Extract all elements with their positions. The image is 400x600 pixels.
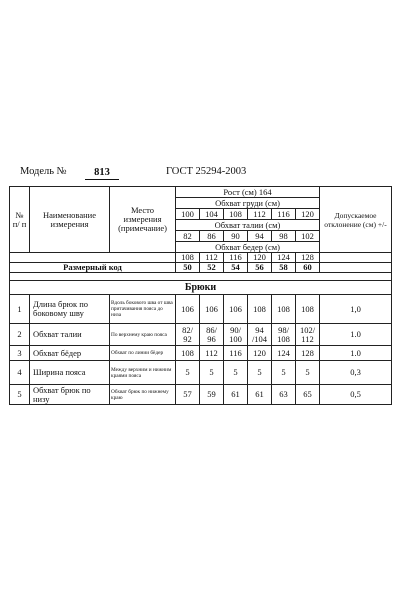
row-value: 82/ 92 xyxy=(176,324,200,346)
hip-header: Обхват бедер (см) xyxy=(176,242,320,253)
row-tolerance: 1.0 xyxy=(320,346,392,361)
col-tolerance-label: Допускаемое отклонение (см) +/- xyxy=(324,210,387,229)
chest-value: 116 xyxy=(272,209,296,220)
waist-value: 94 xyxy=(248,231,272,242)
row-value: 90/ 100 xyxy=(224,324,248,346)
section-row xyxy=(10,281,392,295)
header-row-height xyxy=(10,187,392,198)
size-code-blank xyxy=(320,263,392,273)
row-value: 120 xyxy=(248,346,272,361)
size-code-row xyxy=(10,263,392,273)
col-tolerance-header xyxy=(320,187,392,253)
waist-header: Обхват талии (см) xyxy=(176,220,320,231)
row-value: 124 xyxy=(272,346,296,361)
waist-value: 98 xyxy=(272,231,296,242)
hip-value: 108 xyxy=(176,253,200,263)
col-name-header xyxy=(30,187,110,253)
header-spacer xyxy=(10,253,176,263)
row-value: 108 xyxy=(176,346,200,361)
row-value: 106 xyxy=(200,295,224,324)
row-value: 61 xyxy=(224,385,248,405)
table-row xyxy=(10,295,392,324)
row-value: 98/ 108 xyxy=(272,324,296,346)
row-value: 94 /104 xyxy=(248,324,272,346)
chest-header: Обхват груди (см) xyxy=(176,198,320,209)
row-name: Длина брюк по боковому шву xyxy=(30,295,110,324)
hip-value: 128 xyxy=(296,253,320,263)
size-code: 54 xyxy=(224,263,248,273)
row-num: 3 xyxy=(10,346,30,361)
waist-value: 102 xyxy=(296,231,320,242)
hip-value: 120 xyxy=(248,253,272,263)
row-value: 5 xyxy=(296,361,320,385)
row-num: 2 xyxy=(10,324,30,346)
row-value: 61 xyxy=(248,385,272,405)
chest-value: 112 xyxy=(248,209,272,220)
row-place: По верхнему краю пояса xyxy=(110,324,176,346)
row-value: 5 xyxy=(176,361,200,385)
hip-value: 116 xyxy=(224,253,248,263)
row-value: 116 xyxy=(224,346,248,361)
row-name: Обхват талии xyxy=(30,324,110,346)
row-value: 102/ 112 xyxy=(296,324,320,346)
row-tolerance: 1,0 xyxy=(320,295,392,324)
row-value: 112 xyxy=(200,346,224,361)
row-name: Ширина пояса xyxy=(30,361,110,385)
table-row xyxy=(10,324,392,346)
col-place-label: Место измерения (примечание) xyxy=(118,205,167,233)
row-tolerance: 0,3 xyxy=(320,361,392,385)
row-value: 86/ 96 xyxy=(200,324,224,346)
row-value: 5 xyxy=(272,361,296,385)
size-code: 52 xyxy=(200,263,224,273)
row-num: 4 xyxy=(10,361,30,385)
document-header xyxy=(20,166,390,182)
table-row xyxy=(10,385,392,405)
spacer-cell xyxy=(10,273,392,281)
header-spacer xyxy=(320,253,392,263)
col-name-label: Наименование измерения xyxy=(43,209,96,229)
row-num: 5 xyxy=(10,385,30,405)
standard-code: ГОСТ 25294-2003 xyxy=(166,166,247,177)
spacer-row xyxy=(10,273,392,281)
waist-value: 82 xyxy=(176,231,200,242)
row-tolerance: 1.0 xyxy=(320,324,392,346)
row-value: 108 xyxy=(248,295,272,324)
row-value: 106 xyxy=(224,295,248,324)
row-value: 65 xyxy=(296,385,320,405)
row-value: 5 xyxy=(200,361,224,385)
waist-value: 90 xyxy=(224,231,248,242)
row-value: 108 xyxy=(296,295,320,324)
hip-values-row xyxy=(10,253,392,263)
col-num-label: № п/ п xyxy=(12,209,27,229)
row-value: 128 xyxy=(296,346,320,361)
row-num: 1 xyxy=(10,295,30,324)
row-value: 57 xyxy=(176,385,200,405)
measurement-table xyxy=(9,186,392,405)
chest-value: 104 xyxy=(200,209,224,220)
row-tolerance: 0,5 xyxy=(320,385,392,405)
row-place: Обхват по линии бёдер xyxy=(110,346,176,361)
row-place: Обхват брюк по нижнему краю xyxy=(110,385,176,405)
row-value: 59 xyxy=(200,385,224,405)
row-place: Вдоль бокового шва от шва притачивания пояса до низа xyxy=(110,295,176,324)
chest-value: 108 xyxy=(224,209,248,220)
size-code: 50 xyxy=(176,263,200,273)
model-label: Модель № xyxy=(20,166,67,177)
chest-value: 120 xyxy=(296,209,320,220)
waist-value: 86 xyxy=(200,231,224,242)
section-title: Брюки xyxy=(10,281,392,295)
row-value: 106 xyxy=(176,295,200,324)
hip-value: 112 xyxy=(200,253,224,263)
size-code: 58 xyxy=(272,263,296,273)
col-place-header xyxy=(110,187,176,253)
table-row xyxy=(10,346,392,361)
row-value: 5 xyxy=(224,361,248,385)
hip-value: 124 xyxy=(272,253,296,263)
row-value: 63 xyxy=(272,385,296,405)
size-code: 60 xyxy=(296,263,320,273)
row-place: Между верхним и нижним краями пояса xyxy=(110,361,176,385)
chest-value: 100 xyxy=(176,209,200,220)
row-name: Обхват бёдер xyxy=(30,346,110,361)
size-code: 56 xyxy=(248,263,272,273)
col-num-header xyxy=(10,187,30,253)
row-name: Обхват брюк по низу xyxy=(30,385,110,405)
row-value: 108 xyxy=(272,295,296,324)
model-number: 813 xyxy=(85,166,119,180)
size-code-label: Размерный код xyxy=(10,263,176,273)
height-header: Рост (см) 164 xyxy=(176,187,320,198)
table-row xyxy=(10,361,392,385)
row-value: 5 xyxy=(248,361,272,385)
